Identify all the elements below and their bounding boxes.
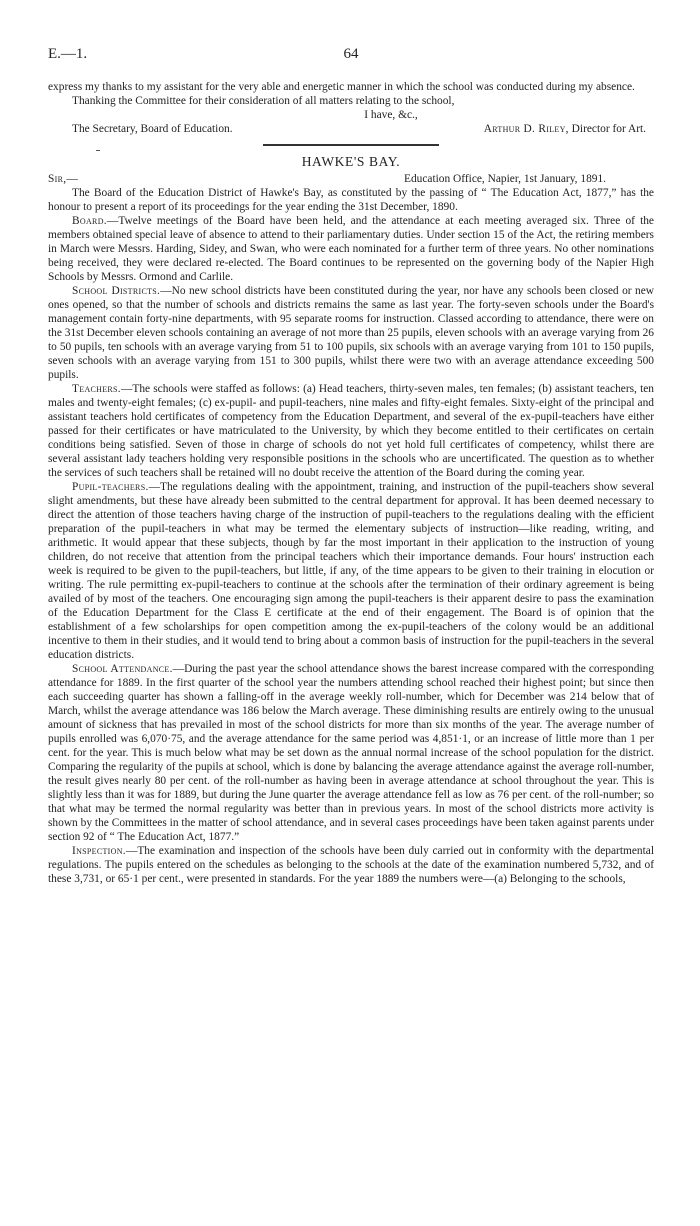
text-teachers: —The schools were staffed as follows: (a) Head teachers, thirty-seven males, ten females; (b) assistant teachers, ten males and twenty-eight females; (c) ex-pupil- and pupil-teachers, nine males and fifty-eight females. Sixty-eight of the principal and assistant teachers hold certificates of competency from the Education Department, and several of the ex-pupil-teachers have either passed for their certificates or have matriculated to the University, by which they become entitled to their certificates on certain conditions being satisfied. Seven of those in charge of schools do not yet hold full certificates of competency, whilst there are several assistant lady teachers holding very responsible positions in the schools who are uncertificated. The question as to whether the services of such teachers shall be retained will no doubt receive the attention of the Board during the coming year.	[48, 383, 654, 479]
heading-pupil-teachers: Pupil-teachers.	[72, 481, 149, 493]
text-pupil-teachers: —The regulations dealing with the appointment, training, and instruction of the pupil-teachers show several slight amendments, but these have already been submitted to the central department for approval. It has been deemed necessary to direct the attention of those teachers having charge of the instruction of pupil-teachers to the regulations dealing with the efficient preparation of the pupil-teachers in what may be termed the elementary subjects of instruction—like reading, writing, and arithmetic. It would appear that these subjects, though by far the most important in their application to the instruction of young children, do not receive that attention from the principal teachers which their importance demands. Four hours' instruction each week is required to be given to the pupil-teachers, but little, if any, of the time appears to be given to their training in elocution or writing. The rule permitting ex-pupil-teachers to continue at the schools after the termination of their ordinary agreement is being availed of by most of the teachers. One encouraging sign among the pupil-teachers is their apparent desire to pass the examination of the Education Department for the Class E certificate at the end of their engagement. The Board is of opinion that the establishment of a few scholarships for open competition among the ex-pupil-teachers of the colony would be an additional incentive to them in their studies, and it would tend to bring about a common basis of instruction for the pupil-teachers in the several education districts.	[48, 481, 654, 661]
salutation: Sir,—	[48, 173, 79, 185]
paragraph-pupil-teachers	[48, 480, 654, 662]
text-school-districts: —No new school districts have been constituted during the year, nor have any schools been closed or new ones opened, so that the number of schools and districts remains the same as last year. The forty-seven schools under the Board's management contain forty-nine departments, with 95 separate rooms for instruction. Classed according to attendance, there were on the 31st December eleven schools containing an average of not more than 25 pupils, eleven schools with an average varying from 26 to 50 pupils, ten schools with an average varying from 51 to 100 pupils, six schools with an average varying from 101 to 150 pupils, seven schools with an average varying from 151 to 300 pupils, whilst there were two with an average attendance exceeding 500 pupils.	[48, 285, 655, 381]
dateline: Education Office, Napier, 1st January, 1891.	[404, 173, 606, 185]
paragraph-school-districts	[48, 284, 654, 382]
opening-paragraph: The Board of the Education District of Hawke's Bay, as constituted by the passing of “ The Education Act, 1877,” has the honour to present a report of its proceedings for the year ending the 31st December, 1890.	[48, 187, 654, 213]
text-board: —Twelve meetings of the Board have been held, and the attendance at each meeting averaged six. Three of the members obtained special leave of absence to attend to their parliamentary duties. Under section 15 of the Act, the retiring members in March were Messrs. Harding, Sidey, and Swan, who were each nominated for a further term of three years. No other nominations being received, they were declared re-elected. The Board continues to be represented on the governing body of the Napier High Schools by Messrs. Ormond and Carlile.	[48, 215, 654, 283]
heading-board: Board.	[72, 215, 107, 227]
addressee: The Secretary, Board of Education.	[72, 123, 233, 135]
section-title: HAWKE'S BAY.	[301, 154, 401, 169]
paragraph-teachers	[48, 382, 654, 480]
heading-teachers: Teachers.	[72, 383, 121, 395]
section-divider	[263, 144, 439, 146]
page-number: 64	[343, 46, 359, 62]
text-school-attendance: —During the past year the school attendance shows the barest increase compared with the corresponding attendance for 1889. In the first quarter of the school year the numbers attending school reached their highest point; but since then each succeeding quarter has shown a falling-off in the average weekly roll-number, which for December was 214 below that of March, whilst the average attendance was 186 below the March average. These diminishing results are entirely owing to the unusual amount of sickness that has prevailed in most of the school districts for more than six months of the year. The average number of pupils enrolled was 6,070·75, and the average attendance for the same period was 4,851·1, or an increase of little more than 1 per cent. for the year. This is much below what may be set down as the annual normal increase of the school population for the district. Comparing the regularity of the pupils at school, which is done by balancing the average attendance against the average roll-number, the result gives nearly 80 per cent. of the roll-number as having been in average attendance at school throughout the year. This is slightly less than it was for 1889, but during the June quarter the average attendance fell as low as 76 per cent. of the roll-number; so that what may be termed the normal regularity was better than in previous years. In most of the school districts more activity is shown by the Committees in the matter of school attendance, and in several cases proceedings have been taken against parents under section 92 of “ The Education Act, 1877.”	[48, 663, 654, 843]
paragraph-school-attendance	[48, 662, 654, 844]
signature-name: Arthur D. Riley,	[483, 123, 569, 135]
report-reference: E.—1.	[48, 46, 88, 62]
heading-school-attendance: School Attendance.	[72, 663, 173, 675]
thanks-paragraph: Thanking the Committee for their consideration of all matters relating to the school,	[72, 95, 455, 107]
heading-inspection: Inspection.	[72, 845, 126, 857]
text-inspection: —The examination and inspection of the schools have been duly carried out in conformity with the departmental regulations. The pupils entered on the schedules as belonging to the schools at the date of the examination numbered 5,732, and of these 3,731, or 65·1 per cent., were presented in standards. For the year 1889 the numbers were—(a) Belonging to the schools,	[48, 845, 654, 885]
salutation-row	[48, 172, 654, 186]
page-body	[48, 80, 654, 886]
closing-line: I have, &c.,	[364, 109, 418, 121]
page-header	[48, 46, 654, 68]
signature-row	[48, 122, 654, 136]
margin-mark	[96, 150, 100, 151]
paragraph-inspection	[48, 844, 654, 886]
paragraph-board	[48, 214, 654, 284]
signature	[484, 122, 646, 136]
heading-school-districts: School Districts.	[72, 285, 161, 297]
signature-title: Director for Art.	[571, 123, 646, 135]
intro-paragraph: express my thanks to my assistant for the very able and energetic manner in which the school was conducted during my absence.	[48, 81, 635, 93]
